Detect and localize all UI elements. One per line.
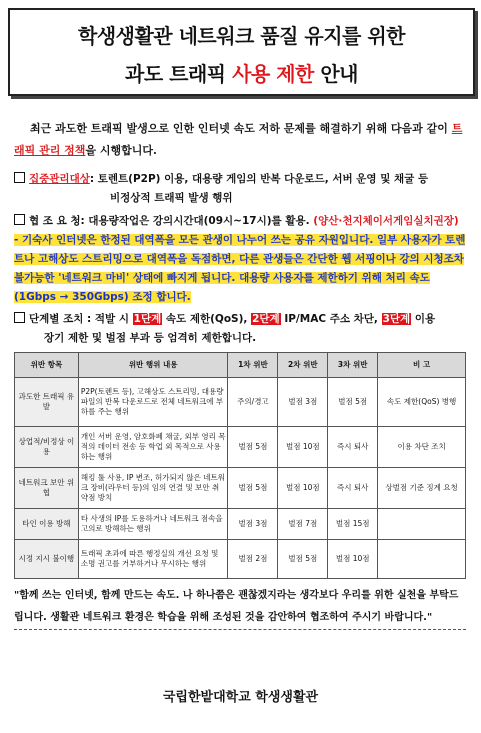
table-row [15,378,466,427]
request-label: 협 조 요 청 [29,215,81,227]
violation-item: 네트워크 보안 위협 [15,468,79,509]
step-3-badge: 3단계 [382,313,411,325]
second-offense: 벌점 7점 [278,509,328,540]
steps-line-2: 장기 제한 및 벌점 부과 등 엄격히 제한합니다. [44,332,257,344]
table-header: 비 고 [378,353,466,378]
table-header: 위반 행위 내용 [78,353,228,378]
target-section [14,170,470,208]
title-line-2-highlight: 사용 제한 [232,62,314,86]
steps-text-2: 속도 제한(QoS), [165,313,248,325]
request-red-note: (양산·천지체이서게임실치권장) [313,215,459,227]
violation-description: 타 사생의 IP를 도용하거나 네트워크 점속을 고의로 방해하는 행위 [78,509,228,540]
intro-paragraph [14,118,466,162]
table-header: 1차 위반 [228,353,278,378]
first-offense: 벌점 5점 [228,427,278,468]
remarks: 속도 제한(QoS) 병행 [378,378,466,427]
remarks [378,509,466,540]
violation-description: 개인 서버 운영, 암호화폐 채굴, 외부 영리 목적의 데이터 전송 등 학업 외 목적으로 사용하는 행위 [78,427,228,468]
table-row [15,540,466,579]
violation-item: 시정 지시 불이행 [15,540,79,579]
violation-description: P2P(토렌트 등), 고해상도 스트리밍, 대용량 파일의 반복 다운로드로 전체 네트워크에 부하를 주는 행위 [78,378,228,427]
title-line-1: 학생생활관 네트워크 품질 유지를 위한 [78,24,405,48]
violation-item: 타인 이용 방해 [15,509,79,540]
request-text: : 대용량작업은 강의시간대(09시~17시)를 활용. [80,215,310,227]
steps-label: 단계별 조치 [29,313,84,325]
steps-text-4: 이용 [414,313,436,325]
steps-text-3: IP/MAC 주소 차단, [284,313,378,325]
table-row [15,468,466,509]
title-line-2 [10,58,473,87]
violation-item: 상업적/비정상 이용 [15,427,79,468]
step-1-badge: 1단계 [133,313,162,325]
first-offense: 주의/경고 [228,378,278,427]
second-offense: 벌점 5점 [278,540,328,579]
title-line-2-prefix: 과도 트래픽 [125,62,226,86]
first-offense: 벌점 5점 [228,468,278,509]
violation-description: 해킹 툴 사용, IP 변조, 허가되지 않은 네트워크 장비(라우터 등)의 임의 연결 및 보안 취약점 방치 [78,468,228,509]
remarks [378,540,466,579]
checkbox-icon [14,312,25,323]
third-offense: 벌점 5점 [328,378,378,427]
step-2-badge: 2단계 [252,313,280,325]
first-offense: 벌점 3점 [228,509,278,540]
target-label: 집중관리대상 [29,173,90,185]
table-header: 2차 위반 [278,353,328,378]
title-frame [8,8,475,96]
request-body: - 기숙사 인터넷은 한정된 대역폭을 모든 관생이 나누어 쓰는 공유 자원입니다. 일부 사용자가 토렌트나 고해상도 스트리밍으로 대역폭을 독점하면, 다른 관생들은 간단한 웹 서핑이나 강의 시청조차 불가능한 '네트워크 마비' 상태에 빠지게 됩니다. 대용량 사용자를 제한하기 위해 처리 속도 (1Gbps → 350Gbps) 조정 합니다. [14,234,466,303]
title-line-2-suffix: 안내 [320,62,358,86]
issuer-footer: 국립한밭대학교 학생생활관 [162,690,319,705]
target-text-1: : 토렌트(P2P) 이용, 대용량 게임의 반복 다운로드, 서버 운영 및 채굴 등 [89,173,429,185]
third-offense: 즉시 퇴사 [328,468,378,509]
second-offense: 벌점 10점 [278,427,328,468]
third-offense: 즉시 퇴사 [328,427,378,468]
table-header: 3차 위반 [328,353,378,378]
intro-text-after: 을 시행합니다. [85,144,157,157]
table-header-row [15,353,466,378]
table-header: 위반 항목 [15,353,79,378]
remarks: 이용 차단 조치 [378,427,466,468]
third-offense: 벌점 10점 [328,540,378,579]
violation-description: 트래픽 초과에 따른 행정실의 개선 요청 및 소명 권고를 거부하거나 무시하는 행위 [78,540,228,579]
third-offense: 벌점 15점 [328,509,378,540]
closing-quote: "함께 쓰는 인터넷, 함께 만드는 속도. 나 하나쯤은 괜찮겠지라는 생각보다 우리를 위한 실천을 부탁드립니다. 생활관 네트워크 환경은 학습을 위해 조성된 것을 감안하여 협조하여 주시기 바랍니다." [14,585,466,630]
request-section [14,212,470,307]
second-offense: 벌점 10점 [278,468,328,509]
steps-text-1: : 적발 시 [87,313,129,325]
checkbox-icon [14,214,25,225]
checkbox-icon [14,172,25,183]
target-text-2: 비정상적 트래픽 발생 행위 [110,192,233,204]
first-offense: 벌점 2점 [228,540,278,579]
steps-section [14,310,470,348]
violation-table [14,352,466,579]
table-row [15,509,466,540]
intro-text-before: 최근 과도한 트래픽 발생으로 인한 인터넷 속도 저하 문제를 해결하기 위해 다음과 같이 [30,122,448,135]
second-offense: 벌점 3점 [278,378,328,427]
remarks: 상벌점 기준 징계 요청 [378,468,466,509]
violation-item: 과도한 트래픽 유발 [15,378,79,427]
policy-link: 트래픽 관리 정책 [14,122,463,157]
table-row [15,427,466,468]
